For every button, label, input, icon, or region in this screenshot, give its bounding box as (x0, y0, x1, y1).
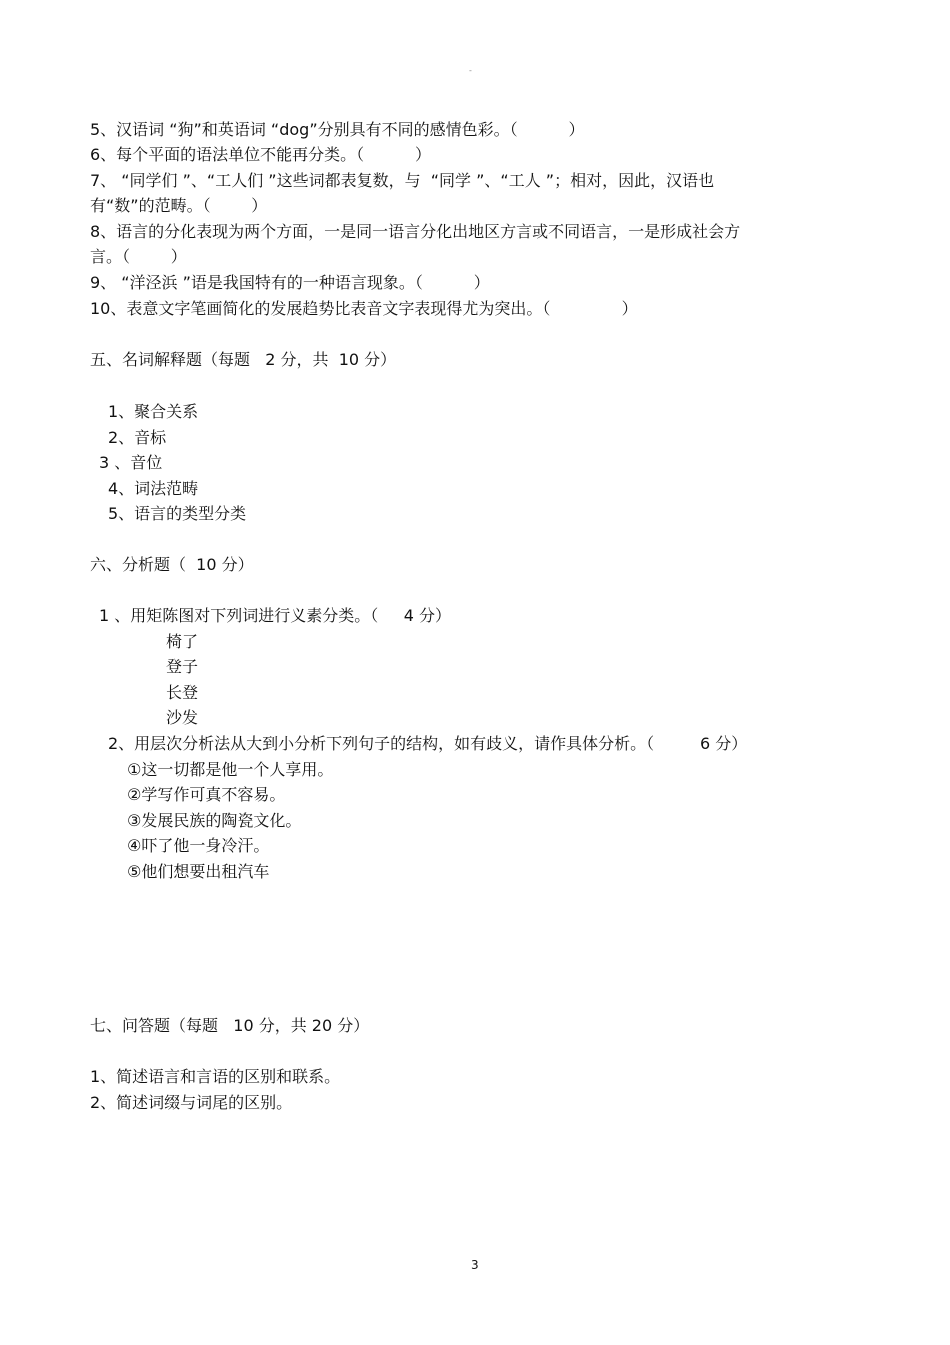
word-item: 沙发 (166, 708, 199, 727)
word-item: 长登 (166, 683, 199, 702)
tf-item: 10、表意文字笔画简化的发展趋势比表音文字表现得尤为突出。（ ） (90, 299, 638, 318)
page-number: 3 (471, 1258, 479, 1272)
list-item: 1、简述语言和言语的区别和联系。 (90, 1067, 341, 1086)
header-mark: - (469, 66, 472, 75)
sentence-item: ③发展民族的陶瓷文化。 (127, 811, 302, 830)
list-item: 4、词法范畴 (108, 479, 199, 498)
tf-item: 8、语言的分化表现为两个方面，一是同一语言分化出地区方言或不同语言，一是形成社会方 (90, 222, 741, 241)
word-item: 登子 (166, 657, 199, 676)
list-item: 1、聚合关系 (108, 402, 199, 421)
tf-item: 5、汉语词 “狗”和英语词 “dog”分别具有不同的感情色彩。（ ） (90, 120, 585, 139)
tf-item: 7、 “同学们 ”、“工人们 ”这些词都表复数，与 “同学 ”、“工人 ”；相对，因此，汉语也 (90, 171, 715, 190)
sentence-item: ⑤他们想要出租汽车 (127, 862, 270, 881)
question-2: 2、用层次分析法从大到小分析下列句子的结构，如有歧义，请作具体分析。（ 6 分） (108, 734, 748, 753)
tf-item-continued: 有“数”的范畴。（ ） (90, 196, 268, 215)
sentence-item: ①这一切都是他一个人享用。 (127, 760, 334, 779)
section-6-title: 六、分析题（ 10 分） (90, 555, 254, 574)
list-item: 3 、音位 (99, 453, 163, 472)
tf-item: 9、 “洋泾浜 ”语是我国特有的一种语言现象。（ ） (90, 273, 490, 292)
question-1: 1 、用矩陈图对下列词进行义素分类。（ 4 分） (99, 606, 451, 625)
word-item: 椅了 (166, 632, 199, 651)
section-7-title: 七、问答题（每题 10 分，共 20 分） (90, 1016, 370, 1035)
list-item: 2、简述词缀与词尾的区别。 (90, 1093, 293, 1112)
tf-item: 6、每个平面的语法单位不能再分类。（ ） (90, 145, 432, 164)
list-item: 2、音标 (108, 428, 167, 447)
tf-item-continued: 言。（ ） (90, 247, 187, 266)
sentence-item: ②学写作可真不容易。 (127, 785, 286, 804)
list-item: 5、语言的类型分类 (108, 504, 247, 523)
sentence-item: ④吓了他一身冷汗。 (127, 836, 270, 855)
section-5-title: 五、名词解释题（每题 2 分，共 10 分） (90, 350, 397, 369)
